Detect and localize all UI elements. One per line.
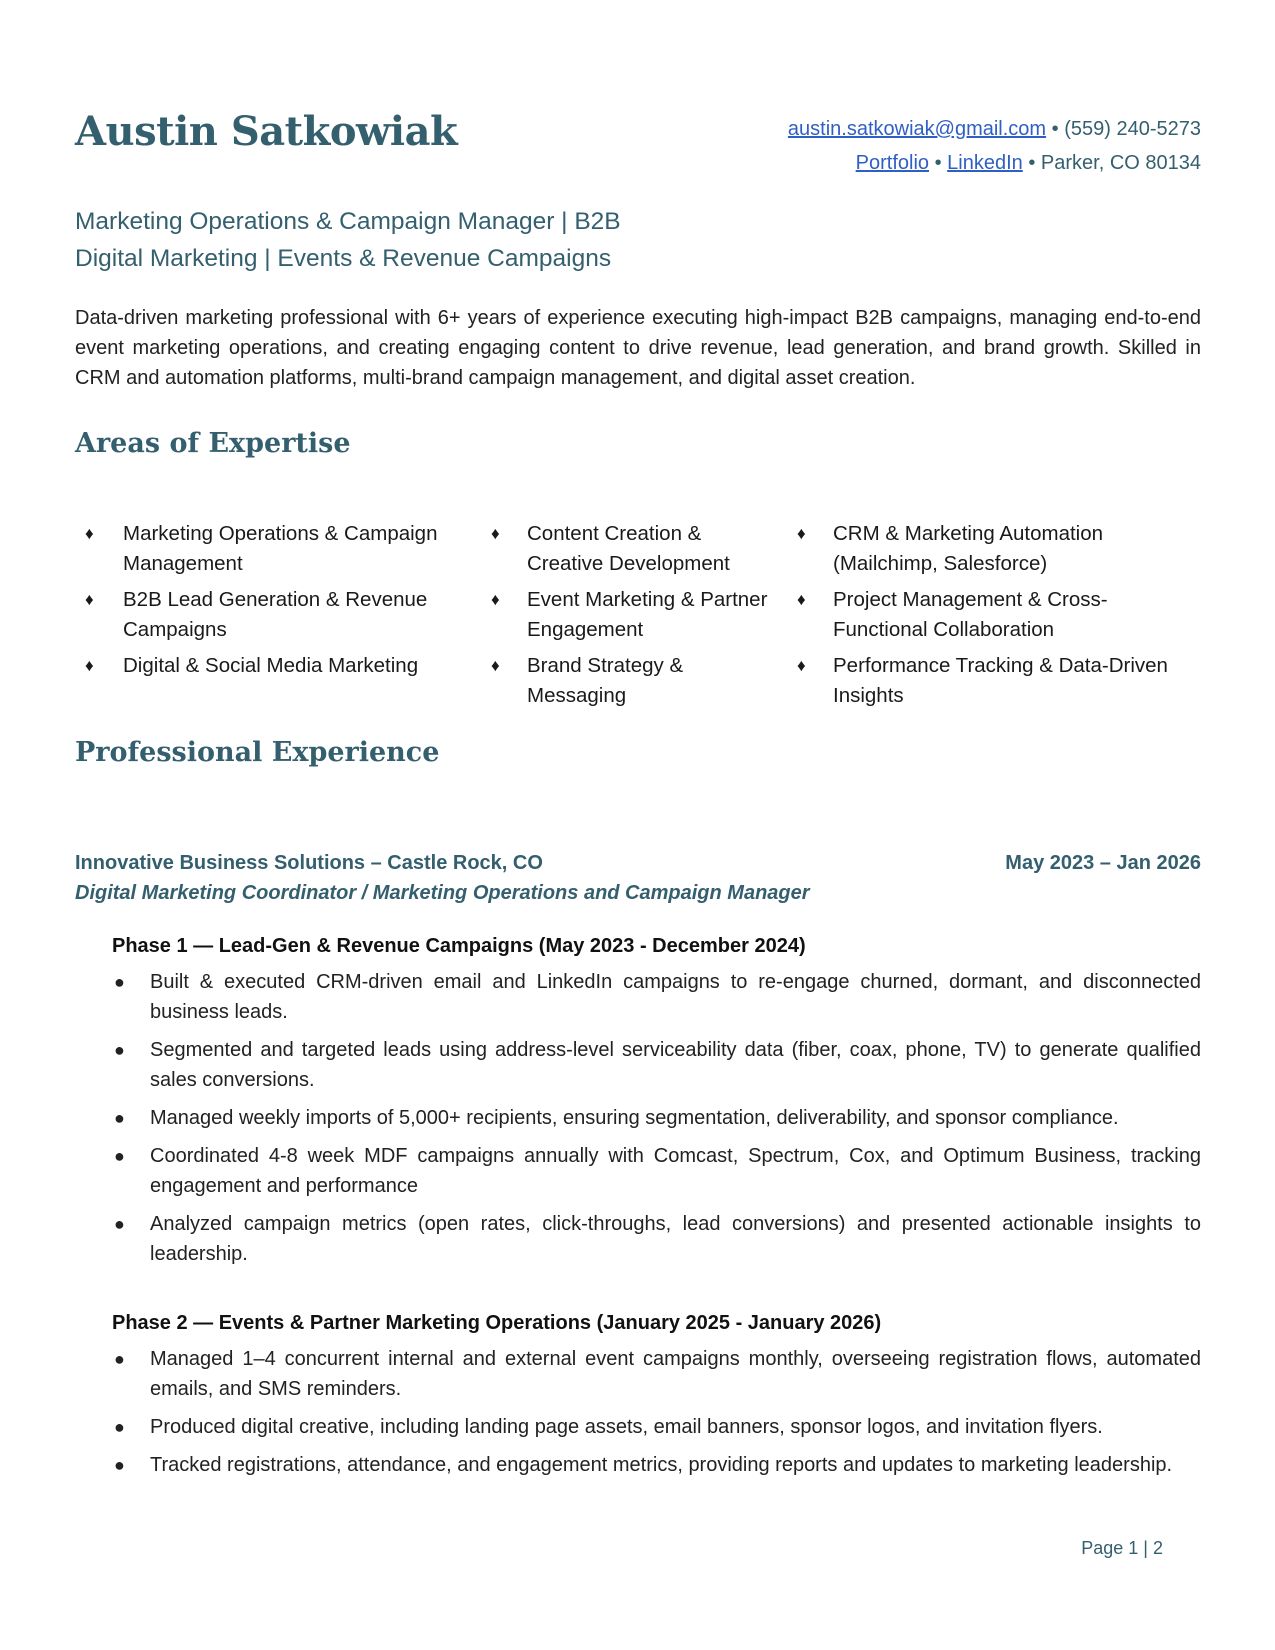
expertise-column-3	[787, 519, 1192, 717]
diamond-bullet-icon: ♦	[491, 524, 500, 543]
bullet-icon: ●	[114, 1108, 125, 1128]
diamond-bullet-icon: ♦	[797, 656, 806, 675]
expertise-item: ♦ CRM & Marketing Automation (Mailchimp, Salesforce)	[787, 519, 1192, 579]
phase-2-heading: Phase 2 — Events & Partner Marketing Operations (January 2025 - January 2026)	[112, 1312, 882, 1334]
expertise-item: ♦ Event Marketing & Partner Engagement	[481, 585, 781, 645]
list-item: ● Produced digital creative, including landing page assets, email banners, sponsor logos, and invitation flyers.	[112, 1412, 1201, 1442]
diamond-bullet-icon: ♦	[797, 524, 806, 543]
expertise-item: ♦ Brand Strategy & Messaging	[481, 651, 781, 711]
linkedin-link[interactable]: LinkedIn	[947, 152, 1023, 174]
portfolio-link[interactable]: Portfolio	[855, 152, 930, 174]
expertise-item: ♦ Digital & Social Media Marketing	[75, 651, 455, 681]
bullet-icon: ●	[114, 1146, 125, 1166]
phase-1-heading: Phase 1 — Lead-Gen & Revenue Campaigns (May 2023 - December 2024)	[112, 935, 806, 957]
contact-line-2	[788, 146, 1201, 180]
expertise-item: ♦ B2B Lead Generation & Revenue Campaigns	[75, 585, 455, 645]
diamond-bullet-icon: ♦	[491, 590, 500, 609]
separator: •	[1022, 152, 1041, 174]
section-heading-experience: Professional Experience	[75, 737, 440, 768]
bullet-icon: ●	[114, 1349, 125, 1369]
bullet-icon: ●	[114, 1214, 125, 1234]
headline-line-2: Digital Marketing | Events & Revenue Campaigns	[75, 245, 612, 272]
diamond-bullet-icon: ♦	[85, 590, 94, 609]
diamond-bullet-icon: ♦	[491, 656, 500, 675]
phone-number: (559) 240-5273	[1064, 118, 1201, 140]
diamond-bullet-icon: ♦	[85, 656, 94, 675]
summary-paragraph: Data-driven marketing professional with 6+ years of experience executing high-impact B2B campaigns, managing end-to-end event marketing operations, and creating engaging content to drive revenue, lead generation, and brand growth. Skilled in CRM and automation platforms, multi-brand campaign management, and digital asset creation.	[75, 307, 1201, 389]
separator: •	[929, 152, 948, 174]
section-heading-expertise: Areas of Expertise	[75, 428, 351, 459]
location: Parker, CO 80134	[1040, 152, 1201, 174]
page-number: Page 1 | 2	[1081, 1538, 1163, 1558]
candidate-name: Austin Satkowiak	[75, 108, 458, 155]
list-item: ● Analyzed campaign metrics (open rates, click-throughs, lead conversions) and presented actionable insights to leadership.	[112, 1209, 1201, 1269]
bullet-icon: ●	[114, 1455, 125, 1475]
diamond-bullet-icon: ♦	[797, 590, 806, 609]
expertise-item: ♦ Marketing Operations & Campaign Management	[75, 519, 455, 579]
phase-2-bullets	[112, 1344, 1201, 1488]
list-item: ● Managed 1–4 concurrent internal and external event campaigns monthly, overseeing registration flows, automated emails, and SMS reminders.	[112, 1344, 1201, 1404]
expertise-column-1	[75, 519, 455, 687]
diamond-bullet-icon: ♦	[85, 524, 94, 543]
expertise-item: ♦ Content Creation & Creative Development	[481, 519, 781, 579]
expertise-column-2	[481, 519, 781, 717]
list-item: ● Coordinated 4-8 week MDF campaigns annually with Comcast, Spectrum, Cox, and Optimum Business, tracking engagement and performance	[112, 1141, 1201, 1201]
bullet-icon: ●	[114, 972, 125, 992]
phase-1-bullets	[112, 967, 1201, 1277]
headline-line-1: Marketing Operations & Campaign Manager | B2B	[75, 208, 621, 235]
job-company: Innovative Business Solutions – Castle Rock, CO	[75, 852, 543, 874]
list-item: ● Tracked registrations, attendance, and engagement metrics, providing reports and updates to marketing leadership.	[112, 1450, 1201, 1480]
contact-line-1	[788, 112, 1201, 146]
list-item: ● Segmented and targeted leads using address-level serviceability data (fiber, coax, phone, TV) to generate qualified sales conversions.	[112, 1035, 1201, 1095]
bullet-icon: ●	[114, 1417, 125, 1437]
list-item: ● Managed weekly imports of 5,000+ recipients, ensuring segmentation, deliverability, and sponsor compliance.	[112, 1103, 1201, 1133]
expertise-item: ♦ Project Management & Cross-Functional Collaboration	[787, 585, 1192, 645]
contact-block	[788, 112, 1201, 180]
bullet-icon: ●	[114, 1040, 125, 1060]
job-dates: May 2023 – Jan 2026	[1005, 852, 1201, 874]
job-role: Digital Marketing Coordinator / Marketing Operations and Campaign Manager	[75, 882, 810, 904]
separator: •	[1046, 118, 1065, 140]
headline	[75, 203, 775, 277]
email-link[interactable]: austin.satkowiak@gmail.com	[787, 118, 1047, 140]
expertise-item: ♦ Performance Tracking & Data-Driven Insights	[787, 651, 1192, 711]
list-item: ● Built & executed CRM-driven email and LinkedIn campaigns to re-engage churned, dormant, and disconnected business leads.	[112, 967, 1201, 1027]
